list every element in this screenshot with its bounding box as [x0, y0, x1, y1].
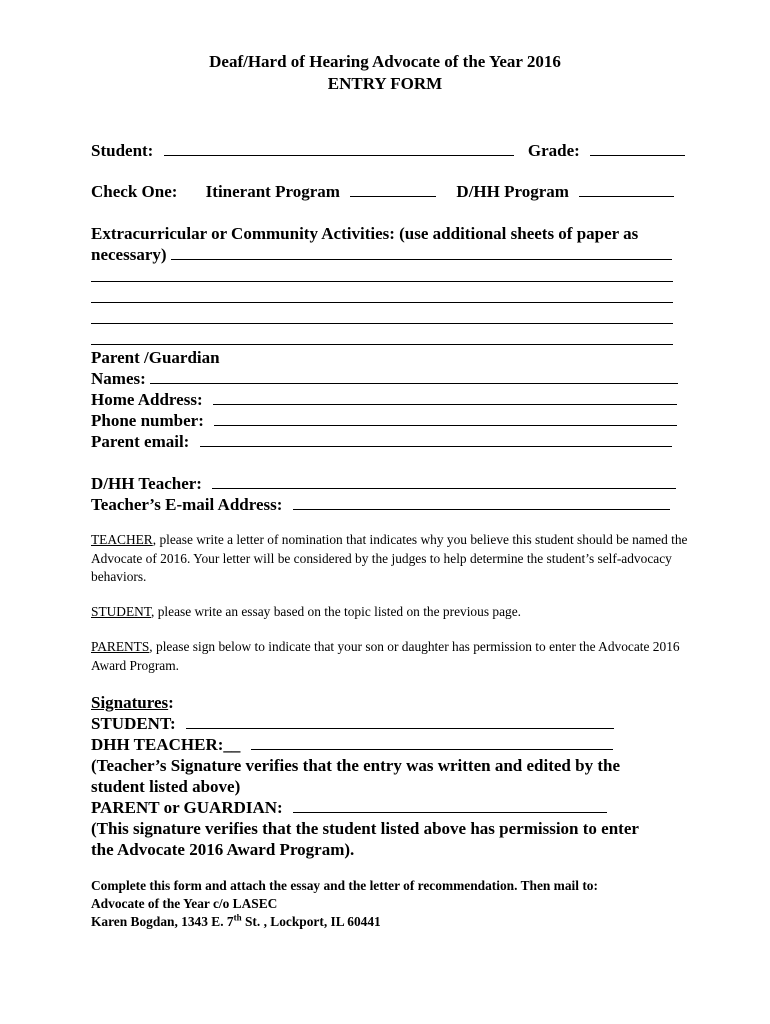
- dhh-teacher-label: D/HH Teacher:: [91, 474, 202, 493]
- activities-row: [91, 245, 672, 265]
- teacher-email-blank[interactable]: [293, 495, 670, 510]
- home-address-row: [91, 390, 677, 410]
- dhh-teacher-row: [91, 474, 676, 494]
- phone-row: [91, 411, 677, 431]
- dhh-teacher-blank[interactable]: [212, 474, 676, 489]
- check-one-label: Check One:: [91, 182, 178, 201]
- teacher-signature-note-1: (Teacher’s Signature verifies that the entry was written and edited by the: [91, 756, 620, 775]
- activities-blank-4[interactable]: [91, 344, 673, 345]
- footer-line-3: [91, 913, 381, 930]
- teacher-signature-label: DHH TEACHER:__: [91, 735, 241, 754]
- itinerant-blank[interactable]: [350, 182, 436, 197]
- form-title: Deaf/Hard of Hearing Advocate of the Year 2016: [209, 52, 561, 71]
- activities-blank-3[interactable]: [91, 323, 673, 324]
- grade-blank[interactable]: [590, 141, 685, 156]
- activities-blank-2[interactable]: [91, 302, 673, 303]
- parent-guardian-label: Parent /Guardian: [91, 348, 220, 367]
- itinerant-label: Itinerant Program: [205, 182, 340, 201]
- student-signature-label: STUDENT:: [91, 714, 176, 733]
- teacher-signature-blank[interactable]: [251, 735, 613, 750]
- signatures-heading-text: Signatures: [91, 693, 169, 712]
- teacher-email-row: [91, 495, 670, 515]
- activities-blank-0[interactable]: [171, 245, 672, 260]
- parent-signature-row: [91, 798, 607, 818]
- dhh-program-blank[interactable]: [579, 182, 674, 197]
- dhh-program-label: D/HH Program: [456, 182, 569, 201]
- student-signature-blank[interactable]: [186, 714, 614, 729]
- student-row: [91, 141, 685, 161]
- signatures-heading: [91, 693, 174, 713]
- student-instructions: [91, 603, 691, 622]
- teacher-signature-row: [91, 735, 613, 755]
- parent-signature-blank[interactable]: [293, 798, 607, 813]
- footer-address-pre: Karen Bogdan, 1343 E. 7: [91, 914, 234, 929]
- teacher-instructions-text: , please write a letter of nomination that indicates why you believe this student should be named the Advocate of 2016. Your letter will be considered by the judges to help determine the student’s self-advocacy behaviors.: [91, 532, 688, 584]
- parents-instructions-label: PARENTS: [91, 639, 150, 654]
- parents-instructions: [91, 638, 691, 675]
- parent-signature-note-1: (This signature verifies that the student listed above has permission to enter: [91, 819, 639, 838]
- parent-email-blank[interactable]: [200, 432, 672, 447]
- student-instructions-text: , please write an essay based on the topic listed on the previous page.: [151, 604, 522, 619]
- form-subtitle: ENTRY FORM: [327, 74, 443, 93]
- teacher-signature-note-2: student listed above): [91, 777, 241, 796]
- names-label: Names:: [91, 369, 146, 388]
- parents-instructions-text: , please sign below to indicate that your son or daughter has permission to enter the Advocate 2016 Award Program.: [91, 639, 680, 673]
- teacher-instructions-label: TEACHER: [91, 532, 153, 547]
- parent-signature-label: PARENT or GUARDIAN:: [91, 798, 283, 817]
- check-one-row: [91, 182, 674, 202]
- home-address-label: Home Address:: [91, 390, 203, 409]
- signatures-heading-colon: :: [168, 693, 174, 712]
- parent-email-row: [91, 432, 672, 452]
- footer-address-post: St. , Lockport, IL 60441: [241, 914, 381, 929]
- teacher-instructions: [91, 531, 691, 587]
- activities-label-1: Extracurricular or Community Activities: (use additional sheets of paper as: [91, 224, 639, 243]
- student-signature-row: [91, 714, 614, 734]
- footer-line-2: Advocate of the Year c/o LASEC: [91, 896, 278, 911]
- activities-blank-1[interactable]: [91, 281, 673, 282]
- names-blank[interactable]: [150, 369, 678, 384]
- footer-address-sup: th: [233, 912, 242, 923]
- grade-label: Grade:: [527, 141, 580, 160]
- student-label: Student:: [91, 141, 154, 160]
- teacher-email-label: Teacher’s E-mail Address:: [91, 495, 283, 514]
- names-row: [91, 369, 678, 389]
- activities-label-2: necessary): [91, 245, 167, 264]
- phone-label: Phone number:: [91, 411, 204, 430]
- home-address-blank[interactable]: [213, 390, 677, 405]
- phone-blank[interactable]: [214, 411, 677, 426]
- parent-signature-note-2: the Advocate 2016 Award Program).: [91, 840, 355, 859]
- student-instructions-label: STUDENT: [91, 604, 152, 619]
- footer-line-1: Complete this form and attach the essay and the letter of recommendation. Then mail to:: [91, 878, 598, 893]
- student-blank[interactable]: [164, 141, 514, 156]
- parent-email-label: Parent email:: [91, 432, 190, 451]
